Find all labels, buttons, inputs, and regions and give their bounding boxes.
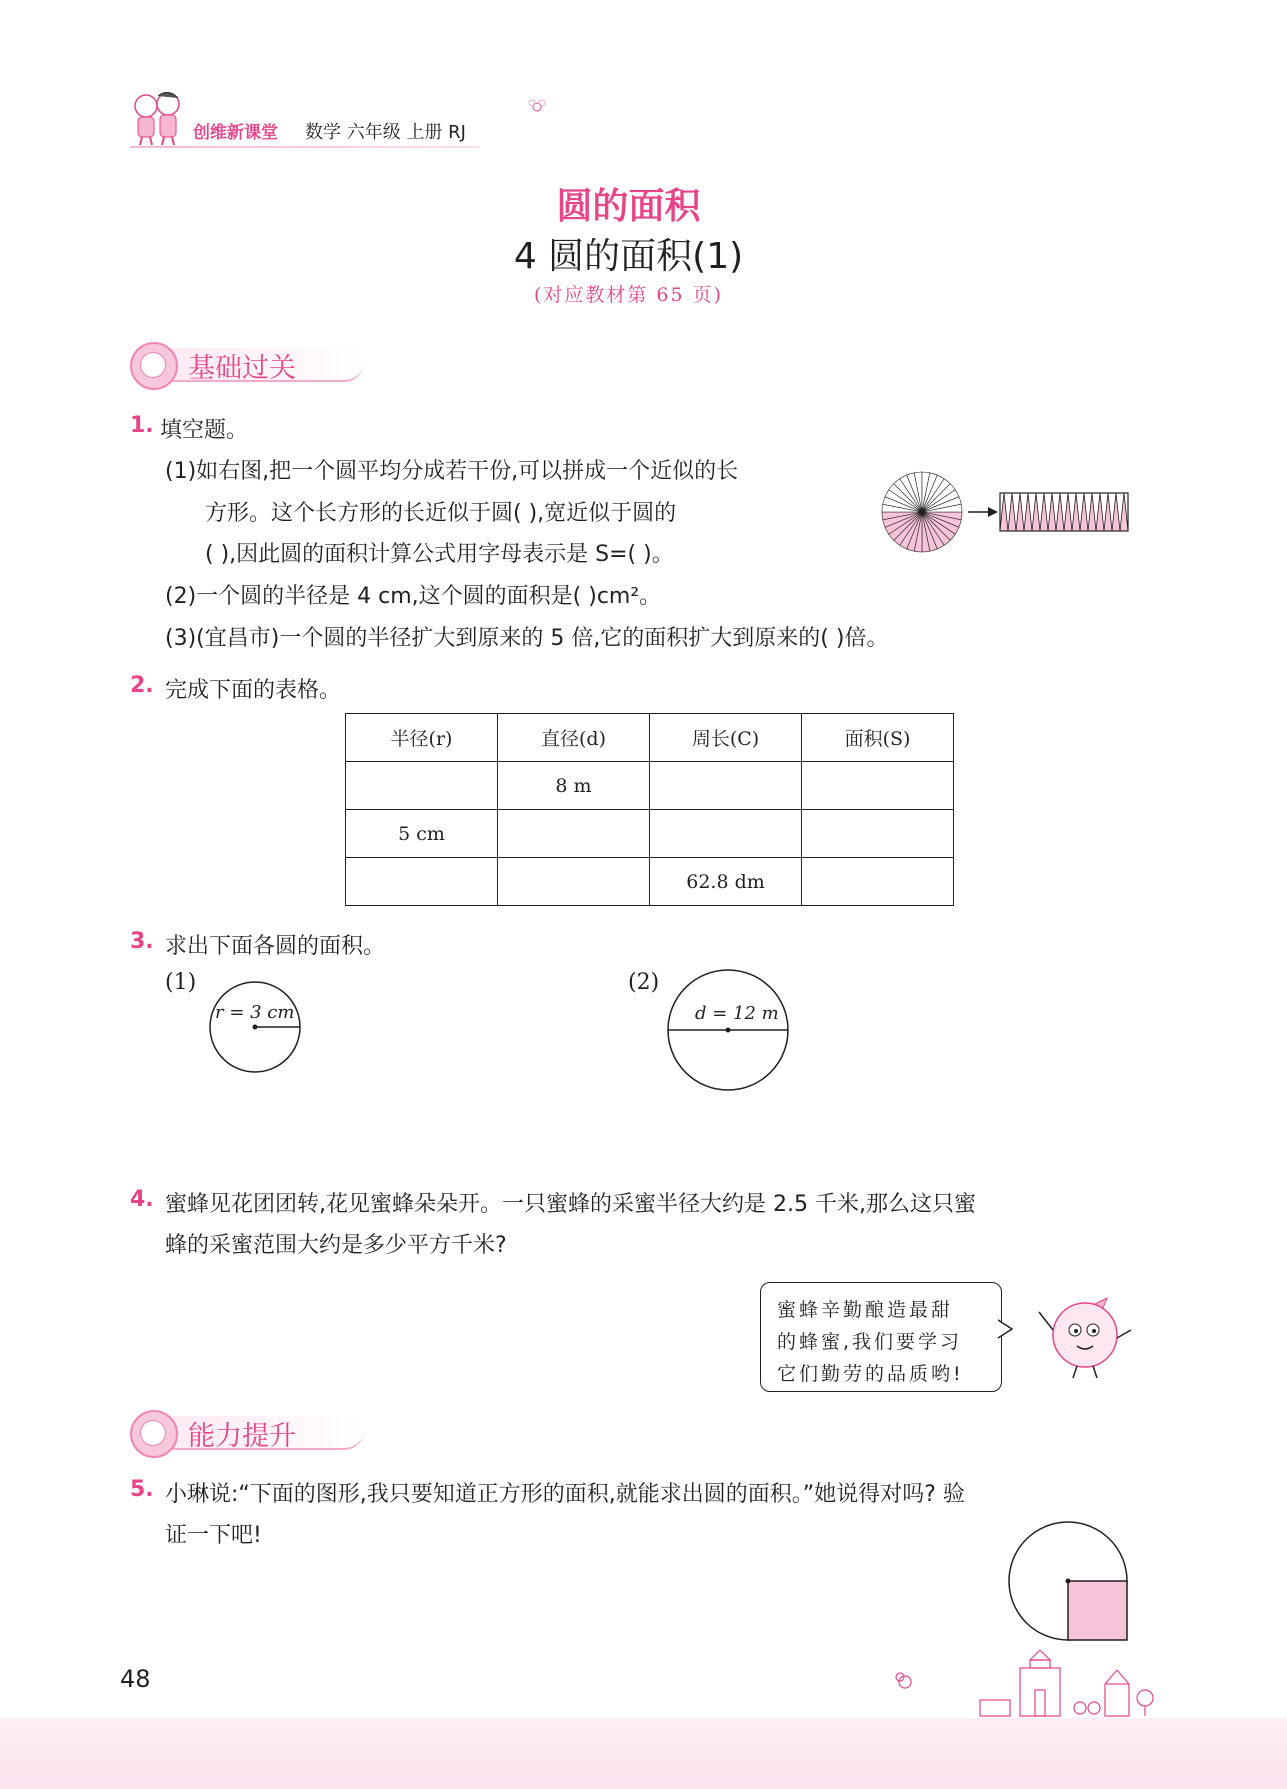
question-number-3: 3. (130, 929, 154, 954)
rectangle-strip (1064, 493, 1072, 531)
rectangle-strip (1024, 493, 1032, 531)
mascot-ball-icon (1035, 1290, 1135, 1380)
header-kids-illustration (128, 88, 188, 146)
table-cell: 62.8 dm (650, 858, 802, 906)
table-cell[interactable] (802, 810, 954, 858)
section-title-advanced: 能力提升 (188, 1421, 296, 1452)
rectangle-strip (1104, 493, 1112, 531)
table-row (346, 810, 954, 858)
section-badge-basic (130, 342, 350, 384)
question-5-line1: 小琳说:“下面的图形,我只要知道正方形的面积,就能求出圆的面积。”她说得对吗? 验 (165, 1482, 965, 1507)
question-number-4: 4. (130, 1187, 154, 1212)
table-cell[interactable] (802, 762, 954, 810)
lesson-title: 4 圆的面积(1) (513, 236, 744, 277)
chapter-title: 圆的面积 (556, 186, 701, 227)
table-cell[interactable] (346, 762, 498, 810)
table-cell[interactable] (498, 810, 650, 858)
table-header-radius: 半径(r) (346, 714, 498, 762)
table-row (346, 858, 954, 906)
question-number-5: 5. (130, 1477, 154, 1502)
table-cell: 8 m (498, 762, 650, 810)
question-1-part3: (3)(宜昌市)一个圆的半径扩大到原来的 5 倍,它的面积扩大到原来的( )倍。 (165, 626, 889, 651)
table-header-diameter: 直径(d) (498, 714, 650, 762)
rectangle-strip (1056, 493, 1064, 531)
bubble-tail-icon (998, 1318, 1014, 1340)
header-brand: 创维新课堂 (193, 123, 278, 143)
header-info: 数学 六年级 上册 RJ (305, 122, 466, 143)
circle-diameter-12m (665, 967, 791, 1093)
circle-2-diameter-label: d = 12 m (695, 1003, 779, 1024)
question-1-part1-line3: ( ),因此圆的面积计算公式用字母表示是 S=( )。 (205, 542, 674, 567)
question-3-part1-label: (1) (165, 970, 197, 995)
circle-radius-3cm (205, 978, 305, 1074)
table-header-circumference: 周长(C) (650, 714, 802, 762)
footer-band (0, 1718, 1287, 1789)
question-4-line1: 蜜蜂见花团团转,花见蜜蜂朵朵开。一只蜜蜂的采蜜半径大约是 2.5 千米,那么这只蜜 (165, 1192, 976, 1217)
table-cell[interactable] (650, 810, 802, 858)
castle-decoration-icon (880, 1650, 1170, 1720)
section-title-basic: 基础过关 (188, 353, 296, 384)
approx-rectangle (1000, 493, 1128, 531)
section-badge-advanced (130, 1410, 350, 1452)
rectangle-strip (1040, 493, 1048, 531)
circle-to-rectangle-figure (878, 465, 1133, 560)
question-1-part2: (2)一个圆的半径是 4 cm,这个圆的面积是( )cm²。 (165, 584, 662, 609)
question-5-line2: 证一下吧! (165, 1523, 262, 1548)
divided-circle (882, 472, 962, 552)
rectangle-strip (1008, 493, 1016, 531)
table-cell[interactable] (498, 858, 650, 906)
rectangle-strip (1112, 493, 1120, 531)
rectangle-strip (1088, 493, 1096, 531)
mascot-face-icon (140, 352, 166, 378)
question-3-part2-label: (2) (628, 970, 660, 995)
tip-speech-bubble (760, 1282, 1002, 1392)
question-number-2: 2. (130, 673, 154, 698)
rectangle-strip (1072, 493, 1080, 531)
circle-1-radius-label: r = 3 cm (215, 1002, 295, 1023)
question-4-line2: 蜂的采蜜范围大约是多少平方千米? (165, 1233, 507, 1258)
table-header-area: 面积(S) (802, 714, 954, 762)
rectangle-strip (1016, 493, 1024, 531)
rectangle-strip (1048, 493, 1056, 531)
tip-line-3: 它们勤劳的品质哟! (777, 1363, 964, 1385)
rectangle-strip (1032, 493, 1040, 531)
tip-line-2: 的蜂蜜,我们要学习 (777, 1331, 963, 1353)
question-1-part1-line2: 方形。这个长方形的长近似于圆( ),宽近似于圆的 (205, 501, 677, 526)
circle-with-square-figure (1005, 1518, 1131, 1644)
circle-table (345, 713, 954, 906)
question-3-title: 求出下面各圆的面积。 (165, 934, 386, 959)
tip-line-1: 蜜蜂辛勤酿造最甜 (777, 1299, 954, 1321)
table-row (346, 762, 954, 810)
rectangle-strip (1080, 493, 1088, 531)
table-cell: 5 cm (346, 810, 498, 858)
question-number-1: 1. (130, 413, 154, 438)
table-cell[interactable] (650, 762, 802, 810)
rectangle-strip (1000, 493, 1008, 531)
rectangle-strip (1120, 493, 1128, 531)
page-number: 48 (120, 1665, 151, 1693)
rectangle-strip (1096, 493, 1104, 531)
mascot-face-icon (140, 1420, 166, 1446)
table-cell[interactable] (346, 858, 498, 906)
header-flower-icon (528, 98, 546, 116)
table-cell[interactable] (802, 858, 954, 906)
textbook-reference: (对应教材第 65 页) (533, 284, 724, 306)
question-1-part1-line1: (1)如右图,把一个圆平均分成若干份,可以拼成一个近似的长 (165, 459, 739, 484)
header-divider (130, 146, 480, 148)
question-1-title: 填空题。 (160, 418, 249, 443)
question-2-title: 完成下面的表格。 (165, 678, 342, 703)
